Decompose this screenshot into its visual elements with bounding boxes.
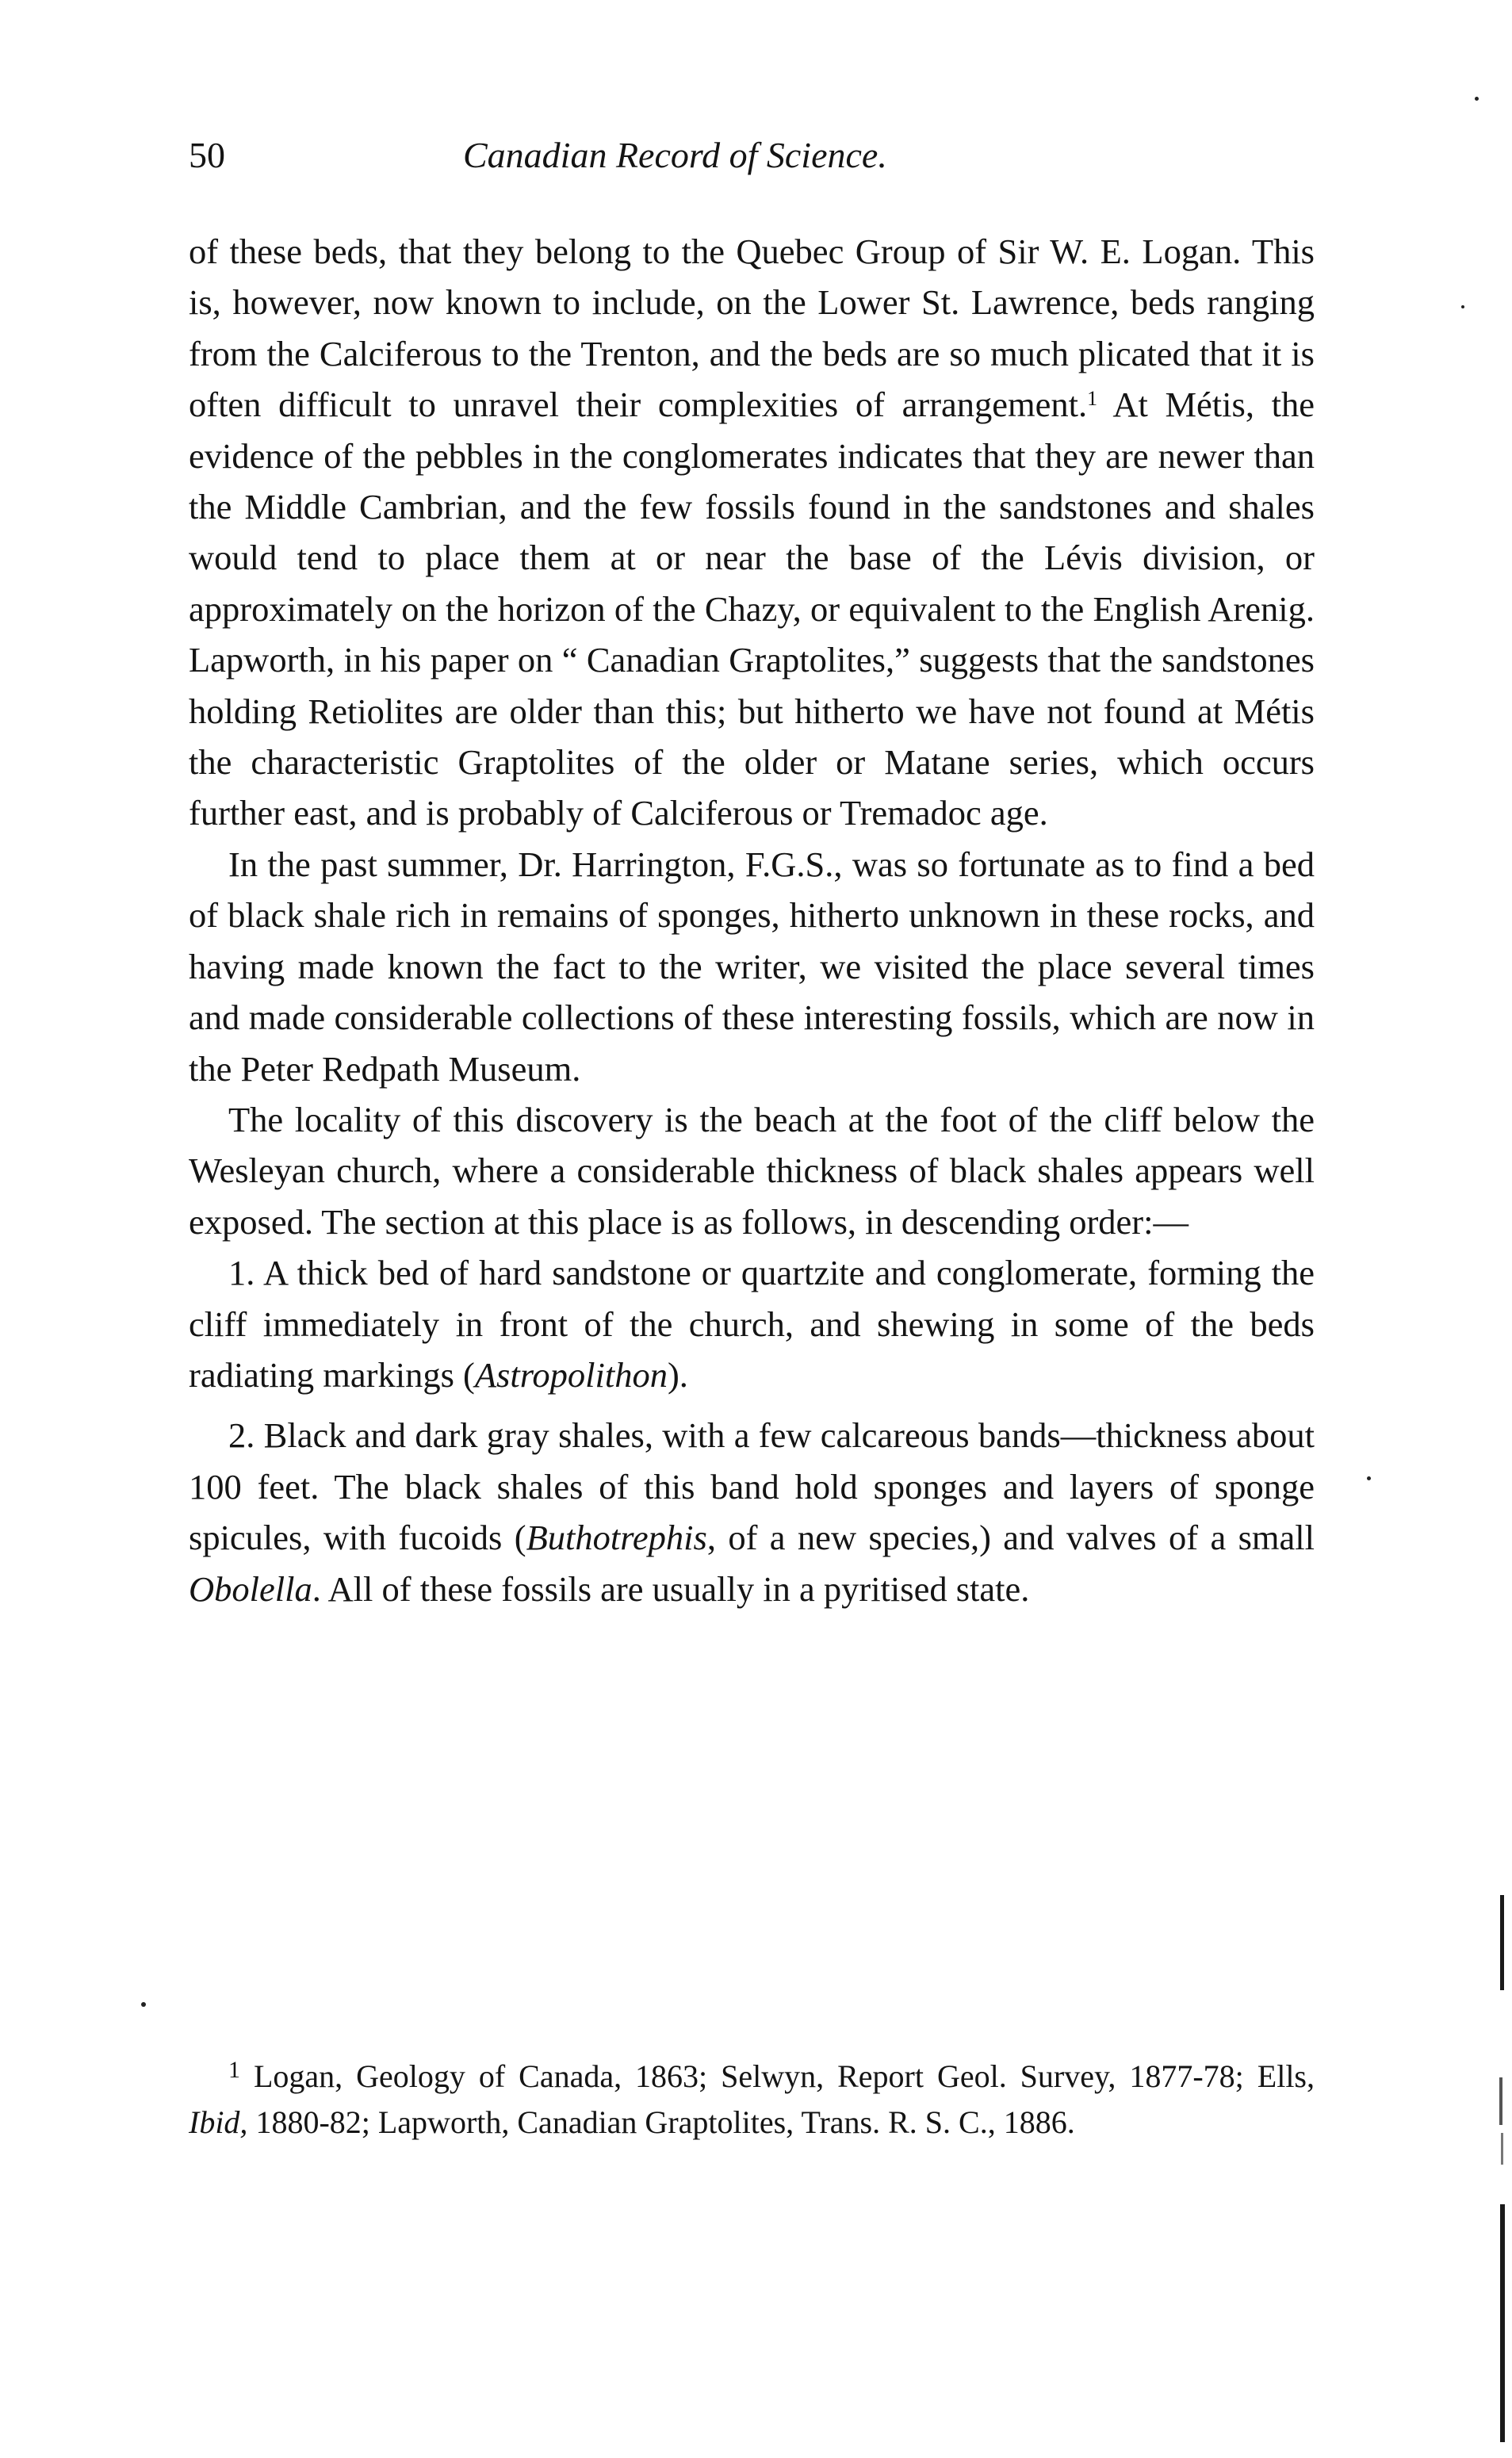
- numbered-item-1: [189, 1247, 1315, 1400]
- paragraph-text: The locality of this discovery is the beach at the foot of the cliff below the Wesleyan church, where a considerable thickness of black shales appears well exposed. The section at this place is as follows, in descending order:—: [189, 1099, 1315, 1242]
- item-text: 1. A thick bed of hard sandstone or quartzite and conglomerate, forming the cliff immediately in front of the church, and shewing in some of the beds radiating markings (: [189, 1253, 1315, 1395]
- paragraph-text: At Métis, the evidence of the pebbles in the conglomerates indicates that they are newer than the Middle Cambrian, and the few fossils found in the sandstones and shales would tend to place them at or near the base of the Lévis division, or approximately on the horizon of the Chazy, or equivalent to the English Arenig. Lapworth, in his paper on “ Canadian Graptolites,” suggests that the sandstones holding Retiolites are older than this; but hitherto we have not found at Métis the characteristic Graptolites of the older or Matane series, which occurs further east, and is probably of Calciferous or Tremadoc age.: [189, 385, 1315, 833]
- footnote-italic: Ibid,: [189, 2104, 248, 2140]
- scan-speck: [1475, 97, 1479, 101]
- footnote-citation: 1880-82; Lapworth, Canadian Graptolites, Trans. R. S. C., 1886.: [247, 2104, 1075, 2140]
- item-text: . All of these fossils are usually in a pyritised state.: [312, 1568, 1030, 1609]
- paragraph-text: of these beds, that they belong to the Quebec Group of Sir W. E. Logan. This is, however, now known to include, on the Lower St. Lawrence, beds ranging from the Calciferous to the Trenton, and the beds are so much plicated that it is often difficult to unravel their complexities of arrangement.: [189, 232, 1315, 425]
- running-head: Canadian Record of Science.: [463, 135, 887, 175]
- footnote: [189, 2054, 1315, 2146]
- paragraph: [189, 839, 1315, 1094]
- body-text: [189, 226, 1315, 1614]
- item-text: ).: [667, 1354, 688, 1395]
- numbered-item-2: [189, 1410, 1315, 1614]
- scan-speck: [1367, 1476, 1371, 1480]
- footnote-marker: 1: [228, 2057, 240, 2083]
- item-text: 2. Black and dark gray shales, with a few calcareous bands—thickness about 100 feet. The black shales of this band hold sponges and layers of sponge spicules, with fucoids (: [189, 1415, 1315, 1558]
- genus-name: Obolella: [189, 1568, 312, 1609]
- paragraph-text: In the past summer, Dr. Harrington, F.G.S., was so fortunate as to find a bed of black shale rich in remains of sponges, hitherto unknown in these rocks, and having made known the fact to the writer, we visited the place several times and made considerable collections of these interesting fossils, which are now in the Peter Redpath Museum.: [189, 844, 1315, 1089]
- scan-speck: [1461, 305, 1464, 308]
- paragraph: [189, 1094, 1315, 1247]
- item-text: , of a new species,) and valves of a small: [706, 1518, 1315, 1558]
- genus-name: Buthotrephis: [526, 1518, 707, 1558]
- page-header: [189, 132, 1315, 179]
- scan-speck: [141, 2002, 146, 2007]
- page-number: 50: [189, 135, 225, 175]
- footnote-text: [189, 2054, 1315, 2146]
- footnote-citation: Logan, Geology of Canada, 1863; Selwyn, Report Geol. Survey, 1877-78; Ells,: [240, 2058, 1315, 2094]
- scan-edge-artifact: [1491, 1871, 1508, 2458]
- paragraph-continued: [189, 226, 1315, 839]
- genus-name: Astropolithon: [474, 1354, 668, 1395]
- footnote-reference: 1: [1087, 387, 1098, 411]
